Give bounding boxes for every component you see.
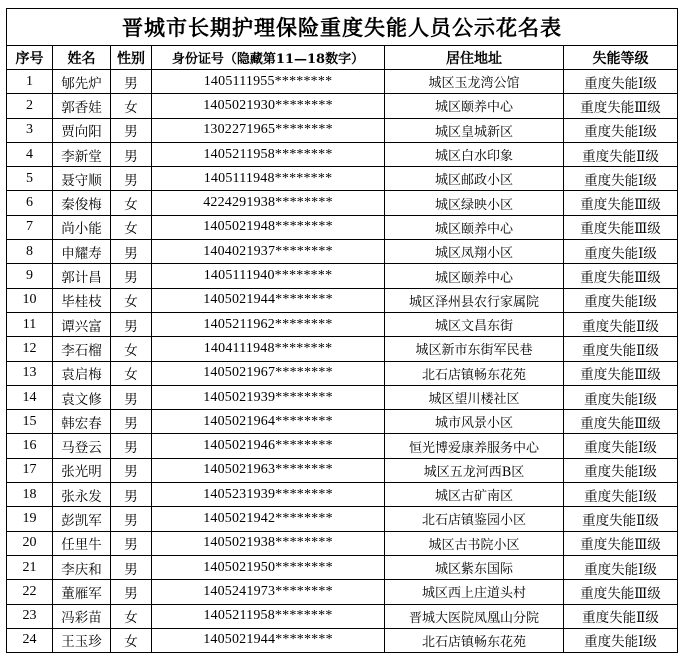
cell-disability-level: 重度失能Ⅲ级 — [564, 410, 678, 434]
cell-disability-level: 重度失能Ⅰ级 — [564, 167, 678, 191]
cell-address: 城区皇城新区 — [385, 118, 564, 142]
cell-id-number: 1405021948******** — [152, 215, 385, 239]
cell-seq: 24 — [7, 628, 53, 652]
cell-name: 袁文修 — [53, 385, 111, 409]
cell-address: 城区泽州县农行家属院 — [385, 288, 564, 312]
cell-disability-level: 重度失能Ⅰ级 — [564, 288, 678, 312]
table-row — [7, 385, 678, 409]
cell-address: 城区邮政小区 — [385, 167, 564, 191]
cell-name: 秦俊梅 — [53, 191, 111, 215]
cell-gender: 男 — [111, 312, 152, 336]
cell-seq: 18 — [7, 483, 53, 507]
cell-disability-level: 重度失能Ⅰ级 — [564, 434, 678, 458]
cell-disability-level: 重度失能Ⅱ级 — [564, 337, 678, 361]
cell-address: 城区颐养中心 — [385, 215, 564, 239]
table-row — [7, 142, 678, 166]
cell-disability-level: 重度失能Ⅱ级 — [564, 507, 678, 531]
table-row — [7, 361, 678, 385]
cell-seq: 21 — [7, 555, 53, 579]
cell-address: 城区新市东街军民巷 — [385, 337, 564, 361]
cell-id-number: 1405111955******** — [152, 70, 385, 94]
cell-id-number: 1405021944******** — [152, 288, 385, 312]
cell-seq: 5 — [7, 167, 53, 191]
cell-disability-level: 重度失能Ⅰ级 — [564, 458, 678, 482]
cell-disability-level: 重度失能Ⅰ级 — [564, 118, 678, 142]
cell-id-number: 1405021942******** — [152, 507, 385, 531]
cell-name: 郭香娃 — [53, 94, 111, 118]
cell-name: 聂守顺 — [53, 167, 111, 191]
cell-id-number: 1405211958******** — [152, 604, 385, 628]
cell-seq: 2 — [7, 94, 53, 118]
cell-gender: 男 — [111, 70, 152, 94]
cell-id-number: 1405211962******** — [152, 312, 385, 336]
cell-name: 李庆和 — [53, 555, 111, 579]
cell-address: 城区西上庄道头村 — [385, 580, 564, 604]
cell-name: 董雁军 — [53, 580, 111, 604]
cell-id-number: 1405021930******** — [152, 94, 385, 118]
cell-address: 城区古矿南区 — [385, 483, 564, 507]
cell-id-number: 1405021946******** — [152, 434, 385, 458]
table-row — [7, 628, 678, 652]
cell-seq: 16 — [7, 434, 53, 458]
cell-name: 谭兴富 — [53, 312, 111, 336]
cell-name: 韩宏春 — [53, 410, 111, 434]
table-row — [7, 167, 678, 191]
cell-address: 城区玉龙湾公馆 — [385, 70, 564, 94]
header-name: 姓名 — [53, 46, 111, 70]
cell-gender: 女 — [111, 361, 152, 385]
cell-gender: 女 — [111, 94, 152, 118]
table-row — [7, 580, 678, 604]
cell-disability-level: 重度失能Ⅲ级 — [564, 94, 678, 118]
table-row — [7, 264, 678, 288]
cell-id-number: 1405211958******** — [152, 142, 385, 166]
cell-gender: 男 — [111, 580, 152, 604]
cell-name: 马登云 — [53, 434, 111, 458]
cell-disability-level: 重度失能Ⅰ级 — [564, 385, 678, 409]
cell-seq: 15 — [7, 410, 53, 434]
cell-address: 城区古书院小区 — [385, 531, 564, 555]
table-row — [7, 118, 678, 142]
cell-gender: 男 — [111, 507, 152, 531]
cell-id-number: 1405021963******** — [152, 458, 385, 482]
cell-seq: 13 — [7, 361, 53, 385]
cell-seq: 17 — [7, 458, 53, 482]
cell-name: 郭计昌 — [53, 264, 111, 288]
cell-id-number: 1405231939******** — [152, 483, 385, 507]
page-title: 晋城市长期护理保险重度失能人员公示花名表 — [7, 9, 678, 46]
cell-disability-level: 重度失能Ⅲ级 — [564, 215, 678, 239]
cell-seq: 12 — [7, 337, 53, 361]
table-row — [7, 458, 678, 482]
cell-id-number: 1405241973******** — [152, 580, 385, 604]
cell-gender: 男 — [111, 240, 152, 264]
cell-disability-level: 重度失能Ⅲ级 — [564, 580, 678, 604]
cell-id-number: 1404021937******** — [152, 240, 385, 264]
cell-address: 城区紫东国际 — [385, 555, 564, 579]
table-row — [7, 312, 678, 336]
cell-seq: 10 — [7, 288, 53, 312]
cell-id-number: 1405111940******** — [152, 264, 385, 288]
cell-seq: 14 — [7, 385, 53, 409]
cell-name: 张光明 — [53, 458, 111, 482]
cell-gender: 女 — [111, 628, 152, 652]
table-row — [7, 604, 678, 628]
cell-disability-level: 重度失能Ⅱ级 — [564, 604, 678, 628]
table-row — [7, 434, 678, 458]
cell-name: 贾向阳 — [53, 118, 111, 142]
cell-name: 张永发 — [53, 483, 111, 507]
cell-address: 城区颐养中心 — [385, 94, 564, 118]
cell-id-number: 1404111948******** — [152, 337, 385, 361]
table-row — [7, 555, 678, 579]
cell-gender: 男 — [111, 167, 152, 191]
cell-seq: 7 — [7, 215, 53, 239]
cell-address: 北石店镇畅东花苑 — [385, 628, 564, 652]
cell-name: 袁启梅 — [53, 361, 111, 385]
cell-gender: 男 — [111, 483, 152, 507]
roster-table — [6, 8, 678, 653]
cell-address: 北石店镇畅东花苑 — [385, 361, 564, 385]
cell-gender: 女 — [111, 215, 152, 239]
cell-id-number: 1302271965******** — [152, 118, 385, 142]
cell-address: 北石店镇鉴园小区 — [385, 507, 564, 531]
cell-gender: 女 — [111, 288, 152, 312]
cell-name: 尚小能 — [53, 215, 111, 239]
cell-gender: 女 — [111, 191, 152, 215]
cell-disability-level: 重度失能Ⅰ级 — [564, 628, 678, 652]
cell-address: 城区绿映小区 — [385, 191, 564, 215]
cell-name: 任里牛 — [53, 531, 111, 555]
cell-name: 毕桂枝 — [53, 288, 111, 312]
cell-gender: 男 — [111, 531, 152, 555]
cell-disability-level: 重度失能Ⅲ级 — [564, 191, 678, 215]
cell-seq: 11 — [7, 312, 53, 336]
cell-seq: 6 — [7, 191, 53, 215]
cell-disability-level: 重度失能Ⅰ级 — [564, 483, 678, 507]
cell-seq: 22 — [7, 580, 53, 604]
cell-address: 城区五龙河西B区 — [385, 458, 564, 482]
table-row — [7, 337, 678, 361]
cell-name: 冯彩苗 — [53, 604, 111, 628]
cell-gender: 女 — [111, 337, 152, 361]
cell-seq: 23 — [7, 604, 53, 628]
cell-disability-level: 重度失能Ⅱ级 — [564, 312, 678, 336]
cell-disability-level: 重度失能Ⅱ级 — [564, 142, 678, 166]
cell-address: 恒光博爱康养服务中心 — [385, 434, 564, 458]
table-row — [7, 483, 678, 507]
cell-name: 李石榴 — [53, 337, 111, 361]
cell-id-number: 1405021967******** — [152, 361, 385, 385]
cell-disability-level: 重度失能Ⅲ级 — [564, 531, 678, 555]
cell-gender: 男 — [111, 458, 152, 482]
cell-gender: 男 — [111, 555, 152, 579]
cell-id-number: 1405021944******** — [152, 628, 385, 652]
cell-seq: 3 — [7, 118, 53, 142]
header-address: 居住地址 — [385, 46, 564, 70]
cell-disability-level: 重度失能Ⅲ级 — [564, 264, 678, 288]
table-row — [7, 288, 678, 312]
table-row — [7, 215, 678, 239]
table-row — [7, 94, 678, 118]
cell-id-number: 4224291938******** — [152, 191, 385, 215]
cell-id-number: 1405021939******** — [152, 385, 385, 409]
cell-address: 城区颐养中心 — [385, 264, 564, 288]
header-row — [7, 46, 678, 70]
cell-seq: 1 — [7, 70, 53, 94]
cell-name: 郇先炉 — [53, 70, 111, 94]
cell-gender: 男 — [111, 410, 152, 434]
cell-seq: 19 — [7, 507, 53, 531]
cell-seq: 20 — [7, 531, 53, 555]
cell-address: 城区凤翔小区 — [385, 240, 564, 264]
table-row — [7, 531, 678, 555]
roster-body — [7, 70, 678, 653]
cell-address: 城市风景小区 — [385, 410, 564, 434]
cell-id-number: 1405021938******** — [152, 531, 385, 555]
cell-seq: 8 — [7, 240, 53, 264]
cell-disability-level: 重度失能Ⅲ级 — [564, 361, 678, 385]
header-id-number: 身份证号（隐藏第11—18数字） — [152, 46, 385, 70]
cell-name: 李新堂 — [53, 142, 111, 166]
table-row — [7, 70, 678, 94]
cell-seq: 9 — [7, 264, 53, 288]
cell-name: 彭凯军 — [53, 507, 111, 531]
cell-id-number: 1405111948******** — [152, 167, 385, 191]
header-gender: 性别 — [111, 46, 152, 70]
cell-disability-level: 重度失能Ⅰ级 — [564, 555, 678, 579]
cell-gender: 男 — [111, 264, 152, 288]
cell-gender: 男 — [111, 385, 152, 409]
cell-gender: 男 — [111, 118, 152, 142]
cell-gender: 男 — [111, 434, 152, 458]
table-row — [7, 240, 678, 264]
roster-sheet — [6, 8, 677, 653]
table-row — [7, 410, 678, 434]
table-row — [7, 191, 678, 215]
cell-gender: 女 — [111, 604, 152, 628]
cell-address: 城区文昌东街 — [385, 312, 564, 336]
header-seq: 序号 — [7, 46, 53, 70]
cell-name: 王玉珍 — [53, 628, 111, 652]
cell-disability-level: 重度失能Ⅰ级 — [564, 70, 678, 94]
cell-disability-level: 重度失能Ⅰ级 — [564, 240, 678, 264]
cell-id-number: 1405021964******** — [152, 410, 385, 434]
cell-gender: 男 — [111, 142, 152, 166]
cell-name: 申耀寿 — [53, 240, 111, 264]
cell-seq: 4 — [7, 142, 53, 166]
table-row — [7, 507, 678, 531]
cell-address: 晋城大医院凤凰山分院 — [385, 604, 564, 628]
cell-id-number: 1405021950******** — [152, 555, 385, 579]
header-disability-level: 失能等级 — [564, 46, 678, 70]
cell-address: 城区望川楼社区 — [385, 385, 564, 409]
cell-address: 城区白水印象 — [385, 142, 564, 166]
